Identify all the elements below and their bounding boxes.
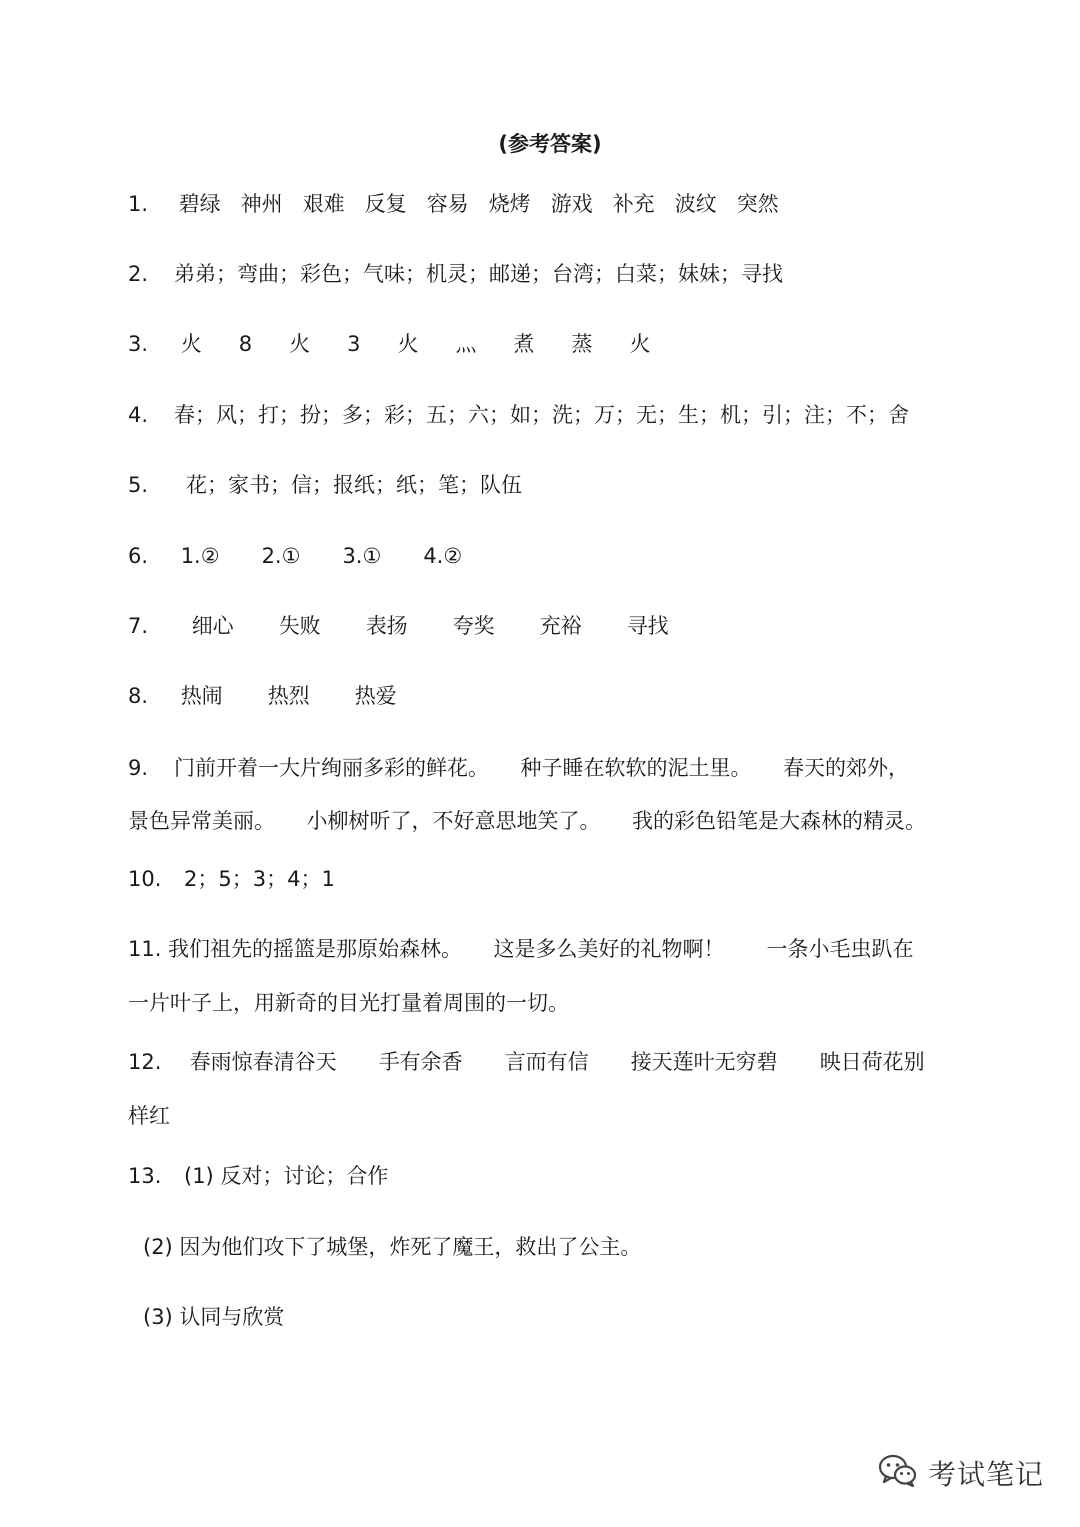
answer-phrase: 春雨惊春清谷天 [189,1050,337,1074]
page-title: (参考答案) [498,132,602,156]
answer-text: 花；家书；信；报纸；纸；笔；队伍 [186,473,522,497]
answer-1 [128,188,799,220]
answer-number: 6. [128,544,149,568]
answer-word: 火 [180,332,202,356]
answer-word: 蒸 [571,332,593,356]
answer-word: 艰难 [302,192,345,216]
answer-number: 3. [128,332,149,356]
answer-text: 弟弟；弯曲；彩色；气味；机灵；邮递；台湾；白菜；妹妹；寻找 [174,262,783,286]
answer-6 [128,540,504,572]
answer-word: 火 [289,332,311,356]
answer-9-line-2: 景色异常美丽。 小柳树听了，不好意思地笑了。 我的彩色铅笔是大森林的精灵。 [128,809,926,833]
answer-number: 9. [128,756,149,780]
answer-text: (1) 反对；讨论；合作 [184,1164,389,1188]
answer-word: 煮 [513,332,535,356]
answer-13-part-3: (3) 认同与欣赏 [143,1305,285,1329]
answer-word: 反复 [364,192,407,216]
answer-word: 表扬 [365,614,408,638]
answer-word: 热爱 [354,684,397,708]
answer-2 [128,258,783,290]
answer-word: 3 [347,332,361,356]
answer-number: 2. [128,262,149,286]
answer-number: 13. [128,1164,162,1188]
answer-phrase: 言而有信 [504,1050,589,1074]
answer-phrase: 接天莲叶无穷碧 [630,1050,778,1074]
answer-word: 火 [397,332,419,356]
answer-phrase: 映日荷花别 [819,1050,925,1074]
answer-word: 容易 [426,192,469,216]
answer-13-part-2: (2) 因为他们攻下了城堡，炸死了魔王，救出了公主。 [143,1235,642,1259]
answer-text: 春；风；打；扮；多；彩；五；六；如；洗；万；无；生；机；引；注；不；舍 [174,403,909,427]
answer-9-line-1 [128,752,909,784]
answer-word: 充裕 [539,614,582,638]
answer-word: 8 [238,332,253,356]
answer-phrase: 手有余香 [378,1050,463,1074]
answer-word: 热闹 [180,684,223,708]
answer-word: 烧烤 [488,192,531,216]
answer-number: 12. [128,1050,162,1074]
answer-word: 灬 [455,332,477,356]
answer-word: 火 [629,332,651,356]
answer-number: 11. [128,937,162,961]
answer-4 [128,399,909,431]
answer-word: 神州 [240,192,283,216]
answer-11-line-2: 一片叶子上，用新奇的目光打量着周围的一切。 [128,991,569,1015]
answer-word: 细心 [191,614,234,638]
answer-12-line-1 [128,1046,925,1078]
answer-word: 寻找 [626,614,669,638]
answer-word: 热烈 [267,684,310,708]
answer-number: 5. [128,473,149,497]
answer-number: 1. [128,192,149,216]
answer-5 [128,469,522,501]
answer-number: 7. [128,614,149,638]
answer-3 [128,328,687,360]
answer-word: 失败 [278,614,321,638]
watermark-text: 考试笔记 [927,1458,1044,1491]
answer-text: 门前开着一大片绚丽多彩的鲜花。 种子睡在软软的泥土里。 春天的郊外， [174,756,909,780]
answer-word: 突然 [736,192,779,216]
watermark [878,1453,1044,1493]
answer-word: 波纹 [674,192,717,216]
answer-text: 2；5；3；4；1 [184,867,335,891]
answer-choice: 2.① [261,544,301,568]
answer-choice: 1.② [180,544,220,568]
answer-word: 夸奖 [452,614,495,638]
answer-11-line-1 [128,933,914,965]
answer-choice: 3.① [342,544,382,568]
answer-choice: 4.② [423,544,463,568]
answer-word: 游戏 [550,192,593,216]
answer-13-part-1 [128,1160,388,1192]
answer-number: 4. [128,403,149,427]
answer-10 [128,863,335,895]
answer-7 [128,610,714,642]
answer-word: 补充 [612,192,655,216]
answer-number: 8. [128,684,149,708]
wechat-icon [878,1454,918,1492]
answer-8 [128,680,442,712]
answer-word: 碧绿 [178,192,221,216]
answer-12-line-2: 样红 [128,1104,170,1128]
answer-text: 我们祖先的摇篮是那原始森林。 这是多么美好的礼物啊！ 一条小毛虫趴在 [168,937,914,961]
answer-number: 10. [128,867,162,891]
